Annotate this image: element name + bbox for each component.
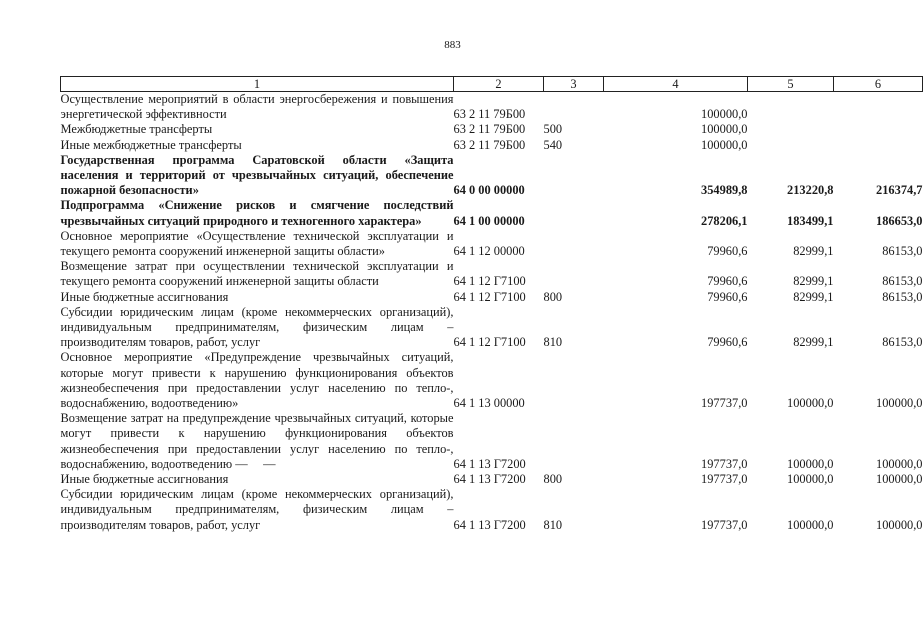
row-amount-1-text: 79960,6 bbox=[707, 289, 748, 304]
table-row bbox=[61, 122, 923, 137]
row-amount-1-text: 79960,6 bbox=[707, 244, 748, 259]
row-name-text: Иные бюджетные ассигнования bbox=[60, 472, 229, 487]
row-amount-3-text: 86153,0 bbox=[882, 289, 923, 304]
row-amount-1 bbox=[604, 472, 748, 487]
row-amount-2-text: 82999,1 bbox=[793, 244, 834, 259]
table-row bbox=[61, 259, 923, 289]
row-amount-1 bbox=[604, 411, 748, 472]
row-amount-1 bbox=[604, 153, 748, 199]
table-row bbox=[61, 472, 923, 487]
row-amount-3 bbox=[834, 350, 923, 411]
row-amount-1-text: 100000,0 bbox=[701, 137, 748, 152]
row-code bbox=[454, 229, 544, 259]
row-code-text: 64 1 13 00000 bbox=[453, 396, 525, 411]
row-amount-1-text: 278206,1 bbox=[701, 213, 748, 228]
budget-table bbox=[60, 76, 923, 533]
row-name bbox=[61, 198, 454, 228]
row-code-text: 63 2 11 79Б00 bbox=[453, 137, 526, 152]
row-code-text: 64 1 13 Г7200 bbox=[453, 517, 526, 532]
row-expense-type bbox=[544, 305, 604, 351]
row-code bbox=[454, 259, 544, 289]
row-amount-3-text: 86153,0 bbox=[882, 274, 923, 289]
row-name bbox=[61, 411, 454, 472]
table-row bbox=[61, 305, 923, 351]
row-amount-3 bbox=[834, 229, 923, 259]
row-amount-2-text: 82999,1 bbox=[793, 289, 834, 304]
row-amount-1 bbox=[604, 259, 748, 289]
row-amount-3-text: 100000,0 bbox=[876, 456, 923, 471]
row-amount-2 bbox=[748, 290, 834, 305]
table-body bbox=[61, 92, 923, 533]
row-amount-1 bbox=[604, 122, 748, 137]
row-name bbox=[61, 290, 454, 305]
row-name bbox=[61, 259, 454, 289]
row-code-text: 64 1 12 Г7100 bbox=[453, 289, 526, 304]
row-amount-2-text: 82999,1 bbox=[793, 335, 834, 350]
row-name-text: Иные бюджетные ассигнования bbox=[60, 289, 229, 304]
table-row bbox=[61, 153, 923, 199]
row-amount-2 bbox=[748, 122, 834, 137]
table-row bbox=[61, 290, 923, 305]
table-header-row bbox=[61, 77, 923, 92]
row-amount-1-text: 79960,6 bbox=[707, 335, 748, 350]
row-expense-type bbox=[544, 198, 604, 228]
row-expense-type-text: 540 bbox=[543, 137, 563, 152]
row-name bbox=[61, 153, 454, 199]
row-amount-2 bbox=[748, 472, 834, 487]
header-col-2: 2 bbox=[454, 77, 544, 92]
row-name-text: Субсидии юридическим лицам (кроме некоммерческих организаций), индивидуальным предпринимателям, физическим лицам – производителям товаров, работ, услуг bbox=[60, 304, 454, 350]
row-amount-3 bbox=[834, 138, 923, 153]
row-code bbox=[454, 153, 544, 199]
page-number: 883 bbox=[444, 39, 461, 51]
row-amount-1 bbox=[604, 198, 748, 228]
row-name bbox=[61, 229, 454, 259]
row-code bbox=[454, 472, 544, 487]
row-amount-3 bbox=[834, 153, 923, 199]
row-code bbox=[454, 305, 544, 351]
row-amount-1-text: 197737,0 bbox=[701, 517, 748, 532]
row-amount-2 bbox=[748, 259, 834, 289]
row-code bbox=[454, 487, 544, 533]
row-amount-3-text: 186653,0 bbox=[876, 213, 923, 228]
row-expense-type bbox=[544, 259, 604, 289]
row-expense-type-text: 800 bbox=[543, 289, 563, 304]
row-amount-1 bbox=[604, 350, 748, 411]
row-amount-2 bbox=[748, 92, 834, 123]
row-amount-3-text: 100000,0 bbox=[876, 472, 923, 487]
row-amount-2-text: 100000,0 bbox=[787, 472, 834, 487]
header-col-4: 4 bbox=[604, 77, 748, 92]
row-code bbox=[454, 198, 544, 228]
row-name bbox=[61, 305, 454, 351]
row-code bbox=[454, 290, 544, 305]
row-name-text: Основное мероприятие «Осуществление технической эксплуатации и текущего ремонта сооружений инженерной защиты области» bbox=[60, 228, 454, 259]
row-amount-3 bbox=[834, 472, 923, 487]
row-expense-type bbox=[544, 472, 604, 487]
row-name-text: Основное мероприятие «Предупреждение чрезвычайных ситуаций, которые могут привести к нарушению функционирования объектов жизнеобеспечения при предоставлении услуг населению по тепло-, водоснабжению, водоотведению» bbox=[60, 350, 454, 411]
row-amount-2-text: 100000,0 bbox=[787, 517, 834, 532]
row-amount-1 bbox=[604, 305, 748, 351]
table-row bbox=[61, 198, 923, 228]
row-expense-type-text: 810 bbox=[543, 517, 563, 532]
row-expense-type bbox=[544, 229, 604, 259]
row-code-text: 64 1 12 Г7100 bbox=[453, 274, 526, 289]
row-name-text: Государственная программа Саратовской области «Защита населения и территорий от чрезвычайных ситуаций, обеспечение пожарной безопасности» bbox=[60, 152, 454, 198]
row-name bbox=[61, 138, 454, 153]
row-amount-1-text: 197737,0 bbox=[701, 456, 748, 471]
row-amount-2 bbox=[748, 153, 834, 199]
row-amount-3-text: 100000,0 bbox=[876, 517, 923, 532]
row-amount-2-text: 82999,1 bbox=[793, 274, 834, 289]
row-amount-3-text: 216374,7 bbox=[876, 183, 923, 198]
row-amount-2 bbox=[748, 138, 834, 153]
row-amount-2 bbox=[748, 487, 834, 533]
row-amount-1-text: 100000,0 bbox=[701, 122, 748, 137]
row-code bbox=[454, 411, 544, 472]
row-amount-2 bbox=[748, 198, 834, 228]
row-code-text: 64 1 12 Г7100 bbox=[453, 335, 526, 350]
row-expense-type bbox=[544, 153, 604, 199]
header-col-1: 1 bbox=[61, 77, 454, 92]
row-expense-type-text: 800 bbox=[543, 472, 563, 487]
row-name bbox=[61, 472, 454, 487]
row-name-text: Межбюджетные трансферты bbox=[60, 122, 213, 137]
header-col-5: 5 bbox=[748, 77, 834, 92]
row-amount-2 bbox=[748, 305, 834, 351]
row-amount-3 bbox=[834, 411, 923, 472]
row-expense-type bbox=[544, 487, 604, 533]
row-name-text: Возмещение затрат при осуществлении технической эксплуатации и текущего ремонта сооружений инженерной защиты области bbox=[60, 259, 454, 289]
row-amount-3 bbox=[834, 92, 923, 123]
row-amount-3 bbox=[834, 290, 923, 305]
row-expense-type bbox=[544, 138, 604, 153]
row-code-text: 64 0 00 00000 bbox=[453, 183, 525, 198]
row-amount-1 bbox=[604, 229, 748, 259]
row-amount-1-text: 79960,6 bbox=[707, 274, 748, 289]
table-row bbox=[61, 92, 923, 123]
row-code bbox=[454, 350, 544, 411]
row-expense-type-text: 810 bbox=[543, 335, 563, 350]
header-col-3: 3 bbox=[544, 77, 604, 92]
row-amount-2 bbox=[748, 411, 834, 472]
row-amount-1 bbox=[604, 487, 748, 533]
row-amount-1 bbox=[604, 290, 748, 305]
row-code bbox=[454, 122, 544, 137]
row-amount-3 bbox=[834, 487, 923, 533]
row-amount-2 bbox=[748, 229, 834, 259]
row-expense-type bbox=[544, 122, 604, 137]
table-row bbox=[61, 138, 923, 153]
row-expense-type bbox=[544, 411, 604, 472]
row-amount-3-text: 86153,0 bbox=[882, 244, 923, 259]
scan-dash-marks: — — bbox=[235, 456, 276, 471]
row-code-text: 64 1 13 Г7200 bbox=[453, 472, 526, 487]
row-amount-2 bbox=[748, 350, 834, 411]
row-code-text: 64 1 12 00000 bbox=[453, 244, 525, 259]
row-name bbox=[61, 350, 454, 411]
row-code bbox=[454, 138, 544, 153]
row-name bbox=[61, 122, 454, 137]
row-amount-2-text: 100000,0 bbox=[787, 456, 834, 471]
row-code-text: 64 1 00 00000 bbox=[453, 213, 525, 228]
row-amount-3-text: 100000,0 bbox=[876, 396, 923, 411]
row-code-text: 64 1 13 Г7200 bbox=[453, 456, 526, 471]
row-amount-1-text: 354989,8 bbox=[701, 183, 748, 198]
row-expense-type bbox=[544, 290, 604, 305]
row-amount-1-text: 197737,0 bbox=[701, 396, 748, 411]
row-amount-1-text: 100000,0 bbox=[701, 107, 748, 122]
row-name-text: Подпрограмма «Снижение рисков и смягчение последствий чрезвычайных ситуаций природного и техногенного характера» bbox=[60, 198, 454, 228]
row-amount-3 bbox=[834, 198, 923, 228]
header-col-6: 6 bbox=[834, 77, 923, 92]
row-name-text: Осуществление мероприятий в области энергосбережения и повышения энергетической эффективности bbox=[60, 92, 454, 122]
table-row bbox=[61, 350, 923, 411]
table-row bbox=[61, 487, 923, 533]
row-expense-type bbox=[544, 92, 604, 123]
row-code-text: 63 2 11 79Б00 bbox=[453, 107, 526, 122]
row-amount-1-text: 197737,0 bbox=[701, 472, 748, 487]
table-row bbox=[61, 411, 923, 472]
row-name-text: Возмещение затрат на предупреждение чрезвычайных ситуаций, которые могут привести к нарушению функционирования объектов жизнеобеспечения при предоставлении услуг населению по тепло-, водоснабжению, водоотведению bbox=[60, 411, 454, 471]
row-expense-type-text: 500 bbox=[543, 122, 563, 137]
row-name-text: Иные межбюджетные трансферты bbox=[60, 137, 242, 152]
table-row bbox=[61, 229, 923, 259]
row-name-text: Субсидии юридическим лицам (кроме некоммерческих организаций), индивидуальным предпринимателям, физическим лицам – производителям товаров, работ, услуг bbox=[60, 487, 454, 532]
row-expense-type bbox=[544, 350, 604, 411]
row-code bbox=[454, 92, 544, 123]
row-name bbox=[61, 487, 454, 533]
row-amount-2-text: 100000,0 bbox=[787, 396, 834, 411]
row-amount-3-text: 86153,0 bbox=[882, 335, 923, 350]
row-amount-3 bbox=[834, 305, 923, 351]
row-amount-1 bbox=[604, 92, 748, 123]
row-amount-2-text: 213220,8 bbox=[787, 183, 834, 198]
row-amount-1 bbox=[604, 138, 748, 153]
row-amount-2-text: 183499,1 bbox=[787, 213, 834, 228]
row-name bbox=[61, 92, 454, 123]
row-amount-3 bbox=[834, 259, 923, 289]
row-code-text: 63 2 11 79Б00 bbox=[453, 122, 526, 137]
row-amount-3 bbox=[834, 122, 923, 137]
